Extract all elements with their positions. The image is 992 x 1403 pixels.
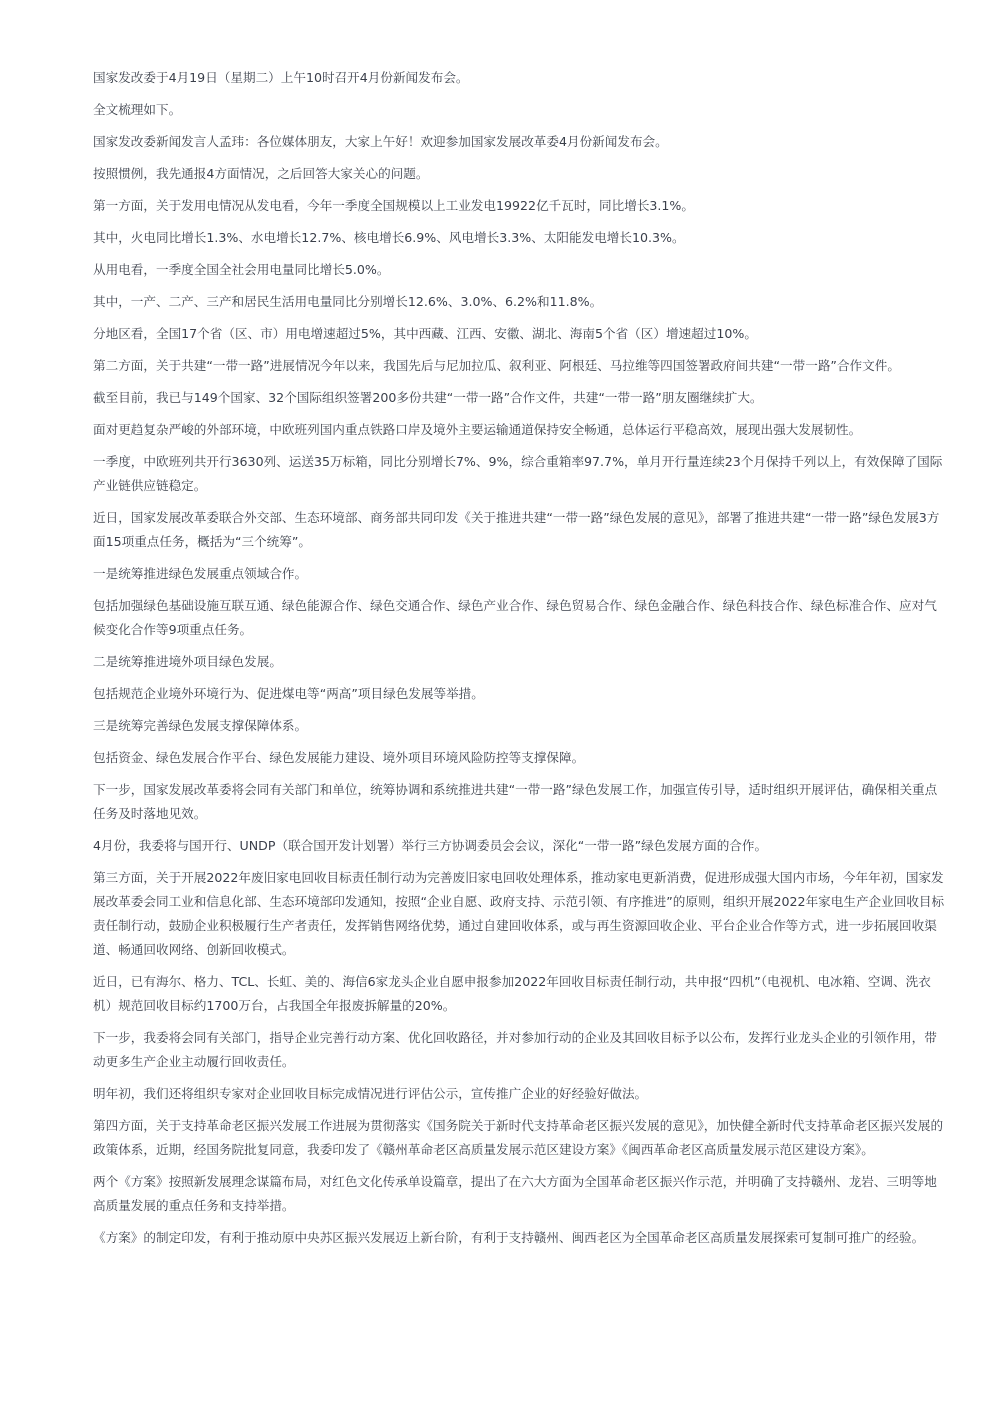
paragraph-recycling-evaluation: 明年初，我们还将组织专家对企业回收目标完成情况进行评估公示，宣传推广企业的好经验好做法。: [93, 1086, 648, 1101]
paragraph-generation-breakdown: 其中，火电同比增长1.3%、水电增长12.7%、核电增长6.9%、风电增长3.3%、太阳能发电增长10.3%。: [93, 230, 685, 245]
paragraph-green-point-one: 一是统筹推进绿色发展重点领域合作。: [93, 566, 308, 581]
paragraph-green-development-opinion: 近日，国家发展改革委联合外交部、生态环境部、商务部共同印发《关于推进共建“一带一路”绿色发展的意见》，部署了推进共建“一带一路”绿色发展3方面15项重点任务，概括为“三个统筹”。: [93, 510, 940, 549]
paragraph-consumption-breakdown: 其中，一产、二产、三产和居民生活用电量同比分别增长12.6%、3.0%、6.2%和11.8%。: [93, 294, 603, 309]
paragraph-green-point-three: 三是统筹完善绿色发展支撑保障体系。: [93, 718, 308, 733]
paragraph-china-europe-rail: 面对更趋复杂严峻的外部环境，中欧班列国内重点铁路口岸及境外主要运输通道保持安全畅通，总体运行平稳高效，展现出强大发展韧性。: [93, 422, 862, 437]
paragraph-rail-statistics: 一季度，中欧班列共开行3630列、运送35万标箱，同比分别增长7%、9%，综合重箱率97.7%，单月开行量连续23个月保持千列以上，有效保障了国际产业链供应链稳定。: [93, 454, 943, 493]
paragraph-green-point-one-detail: 包括加强绿色基础设施互联互通、绿色能源合作、绿色交通合作、绿色产业合作、绿色贸易合作、绿色金融合作、绿色科技合作、绿色标准合作、应对气候变化合作等9项重点任务。: [93, 598, 937, 637]
paragraph-agenda: 按照惯例，我先通报4方面情况，之后回答大家关心的问题。: [93, 166, 429, 181]
paragraph-recycling-enterprises: 近日，已有海尔、格力、TCL、长虹、美的、海信6家龙头企业自愿申报参加2022年回收目标责任制行动，共申报“四机”（电视机、电冰箱、空调、洗衣机）规范回收目标约1700万台，占我国全年报废拆解量的20%。: [93, 974, 931, 1013]
paragraph-plans-significance: 《方案》的制定印发，有利于推动原中央苏区振兴发展迈上新台阶，有利于支持赣州、闽西老区为全国革命老区高质量发展探索可复制可推广的经验。: [93, 1230, 925, 1245]
paragraph-appliance-recycling: 第三方面，关于开展2022年废旧家电回收目标责任制行动为完善废旧家电回收处理体系，推动家电更新消费，促进形成强大国内市场，今年年初，国家发展改革委会同工业和信息化部、生态环境部印发通知，按照“企业自愿、政府支持、示范引领、有序推进”的原则，组织开展2022年家电生产企业回收目标责任制行动，鼓励企业积极履行生产者责任，发挥销售网络优势，通过自建回收体系，或与再生资源回收企业、平台企业合作等方式，进一步拓展回收渠道、畅通回收网络、创新回收模式。: [93, 870, 945, 957]
paragraph-next-steps-green: 下一步，国家发展改革委将会同有关部门和单位，统筹协调和系统推进共建“一带一路”绿色发展工作，加强宣传引导，适时组织开展评估，确保相关重点任务及时落地见效。: [93, 782, 938, 821]
paragraph-revolutionary-areas: 第四方面，关于支持革命老区振兴发展工作进展为贯彻落实《国务院关于新时代支持革命老区振兴发展的意见》，加快健全新时代支持革命老区振兴发展的政策体系，近期，经国务院批复同意，我委印发了《赣州革命老区高质量发展示范区建设方案》《闽西革命老区高质量发展示范区建设方案》。: [93, 1118, 944, 1157]
paragraph-belt-road-agreements: 截至目前，我已与149个国家、32个国际组织签署200多份共建“一带一路”合作文件，共建“一带一路”朋友圈继续扩大。: [93, 390, 763, 405]
paragraph-spokesperson-greeting: 国家发改委新闻发言人孟玮：各位媒体朋友，大家上午好！欢迎参加国家发展改革委4月份新闻发布会。: [93, 134, 668, 149]
paragraph-power-consumption: 从用电看，一季度全国全社会用电量同比增长5.0%。: [93, 262, 390, 277]
paragraph-green-point-two-detail: 包括规范企业境外环境行为、促进煤电等“两高”项目绿色发展等举措。: [93, 686, 484, 701]
paragraph-undp-meeting: 4月份，我委将与国开行、UNDP（联合国开发计划署）举行三方协调委员会会议，深化“一带一路”绿色发展方面的合作。: [93, 838, 768, 853]
paragraph-regional-consumption: 分地区看，全国17个省（区、市）用电增速超过5%，其中西藏、江西、安徽、湖北、海南5个省（区）增速超过10%。: [93, 326, 757, 341]
paragraph-intro: 国家发改委于4月19日（星期二）上午10时召开4月份新闻发布会。: [93, 70, 469, 85]
paragraph-recycling-next-steps: 下一步，我委将会同有关部门，指导企业完善行动方案、优化回收路径，并对参加行动的企业及其回收目标予以公布，发挥行业龙头企业的引领作用，带动更多生产企业主动履行回收责任。: [93, 1030, 937, 1069]
paragraph-plans-description: 两个《方案》按照新发展理念谋篇布局，对红色文化传承单设篇章，提出了在六大方面为全国革命老区振兴作示范，并明确了支持赣州、龙岩、三明等地高质量发展的重点任务和支持举措。: [93, 1174, 937, 1213]
paragraph-green-point-two: 二是统筹推进境外项目绿色发展。: [93, 654, 282, 669]
paragraph-power-generation: 第一方面，关于发用电情况从发电看，今年一季度全国规模以上工业发电19922亿千瓦时，同比增长3.1%。: [93, 198, 694, 213]
paragraph-green-point-three-detail: 包括资金、绿色发展合作平台、绿色发展能力建设、境外项目环境风险防控等支撑保障。: [93, 750, 585, 765]
article-body: [93, 66, 945, 1258]
paragraph-summary-note: 全文梳理如下。: [93, 102, 182, 117]
paragraph-belt-road-progress: 第二方面，关于共建“一带一路”进展情况今年以来，我国先后与尼加拉瓜、叙利亚、阿根廷、马拉维等四国签署政府间共建“一带一路”合作文件。: [93, 358, 900, 373]
